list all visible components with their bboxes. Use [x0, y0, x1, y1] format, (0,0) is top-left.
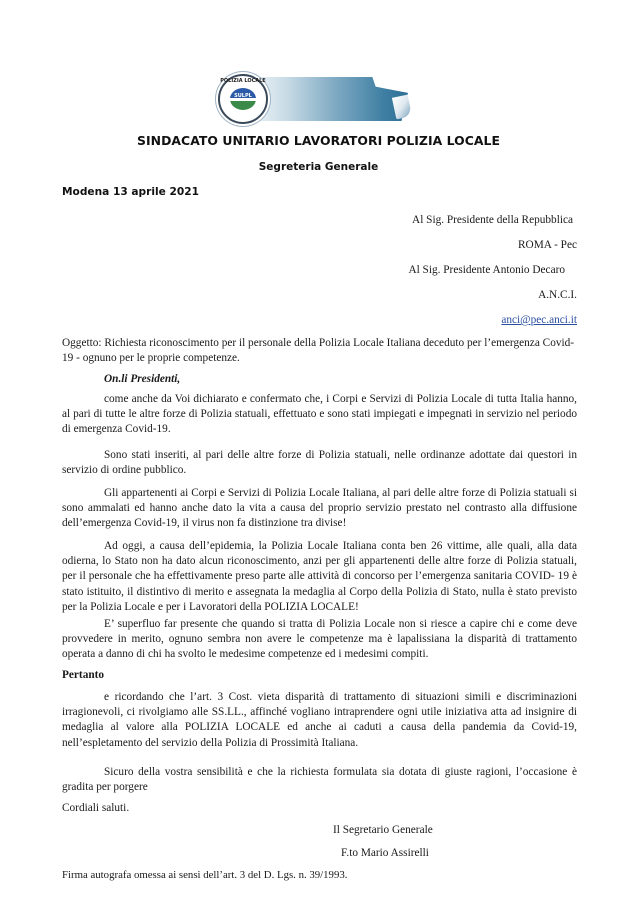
subject-line: Oggetto: Richiesta riconoscimento per il personale della Polizia Locale Italiana deceduto per l’emergenza Covid-19 - ognuno per le proprie competenze.: [62, 337, 575, 364]
union-seal-icon: [218, 74, 268, 124]
body-paragraph: Ad oggi, a causa dell’epidemia, la Polizia Locale Italiana conta ben 26 vittime, alle quali, alla data odierna, lo Stato non ha dato alcun riconoscimento, anzi per gli appartenenti delle altre forze di Polizia statuali, per il personale che ha effettivamente preso parte alle attività di concorso per l’emergenza sanitaria COVID- 19 è stato istituito, il distintivo di merito e assegnata la medaglia al Corpo della Polizia di Stato, nulla è stato previsto per la Polizia Locale e per i Lavoratori della POLIZIA LOCALE!: [62, 540, 577, 613]
recipient-email-link[interactable]: anci@pec.anci.it: [501, 314, 577, 326]
recipient-line: Al Sig. Presidente Antonio Decaro: [408, 264, 565, 276]
salutation: On.li Presidenti,: [104, 373, 181, 385]
recipient-line: ROMA - Pec: [518, 239, 577, 251]
body-paragraph: Sono stati inseriti, al pari delle altre forze di Polizia statuali, nelle ordinanze adottate dai questori in servizio di ordine pubblico.: [62, 449, 577, 477]
body-paragraph: E’ superfluo far presente che quando si tratta di Polizia Locale non si riesce a capire chi e come deve provvedere in merito, ognuno sembra non avere le competenze ma è lapalissiana la disparità di trattamento operata a danno di chi ha svolto le medesime competenze ed i medesimi compiti.: [62, 618, 577, 661]
signature-title: Il Segretario Generale: [333, 824, 433, 836]
seal-inner-emblem: [230, 88, 256, 110]
greeting: Cordiali saluti.: [62, 802, 130, 814]
organization-name: SINDACATO UNITARIO LAVORATORI POLIZIA LOCALE: [137, 133, 500, 148]
letterhead-logo: [216, 74, 416, 126]
date-line: Modena 13 aprile 2021: [62, 186, 199, 198]
closing-paragraph: Sicuro della vostra sensibilità e che la richiesta formulata sia dotata di giuste ragioni, l’occasione è gradita per porgere: [62, 766, 577, 794]
body-paragraph: Gli appartenenti ai Corpi e Servizi di Polizia Locale Italiana, al pari delle altre forze di Polizia statuali si sono ammalati ed hanno anche dato la vita a causa del proprio servizio prestato nel contrasto alla diffusione dell’emergenza Covid-19, il virus non fa distinzione tra divise!: [62, 487, 577, 530]
recipient-line: A.N.C.I.: [538, 289, 577, 301]
signature-footnote: Firma autografa omessa ai sensi dell’art. 3 del D. Lgs. n. 39/1993.: [62, 869, 348, 881]
body-paragraph: come anche da Voi dichiarato e confermato che, i Corpi e Servizi di Polizia Locale di tutta Italia hanno, al pari di tutte le altre forze di Polizia statuali, effettuato e sono stati impiegati e impegnati in servizio nel periodo di emergenza Covid-19.: [62, 393, 577, 436]
seal-outer-text: POLIZIA LOCALE: [220, 78, 266, 84]
logo-banner: [246, 77, 408, 121]
banner-page-curl: [392, 95, 412, 120]
recipient-line: Al Sig. Presidente della Repubblica: [412, 214, 573, 226]
seal-inner-text: SULPL: [234, 93, 252, 99]
signature-name: F.to Mario Assirelli: [341, 847, 429, 859]
pertanto-label: Pertanto: [62, 669, 105, 681]
request-paragraph: e ricordando che l’art. 3 Cost. vieta disparità di trattamento di situazioni simili e discriminazioni irragionevoli, ci rivolgiamo alle SS.LL., affinché vogliano intraprendere ogni utile iniziativa atta ad insignire di medaglia al valore alla POLIZIA LOCALE ed anche ai caduti a causa della pandemia da Covid-19, nell’espletamento del servizio della Polizia di Prossimità Italiana.: [62, 691, 577, 749]
department-name: Segreteria Generale: [258, 161, 379, 173]
